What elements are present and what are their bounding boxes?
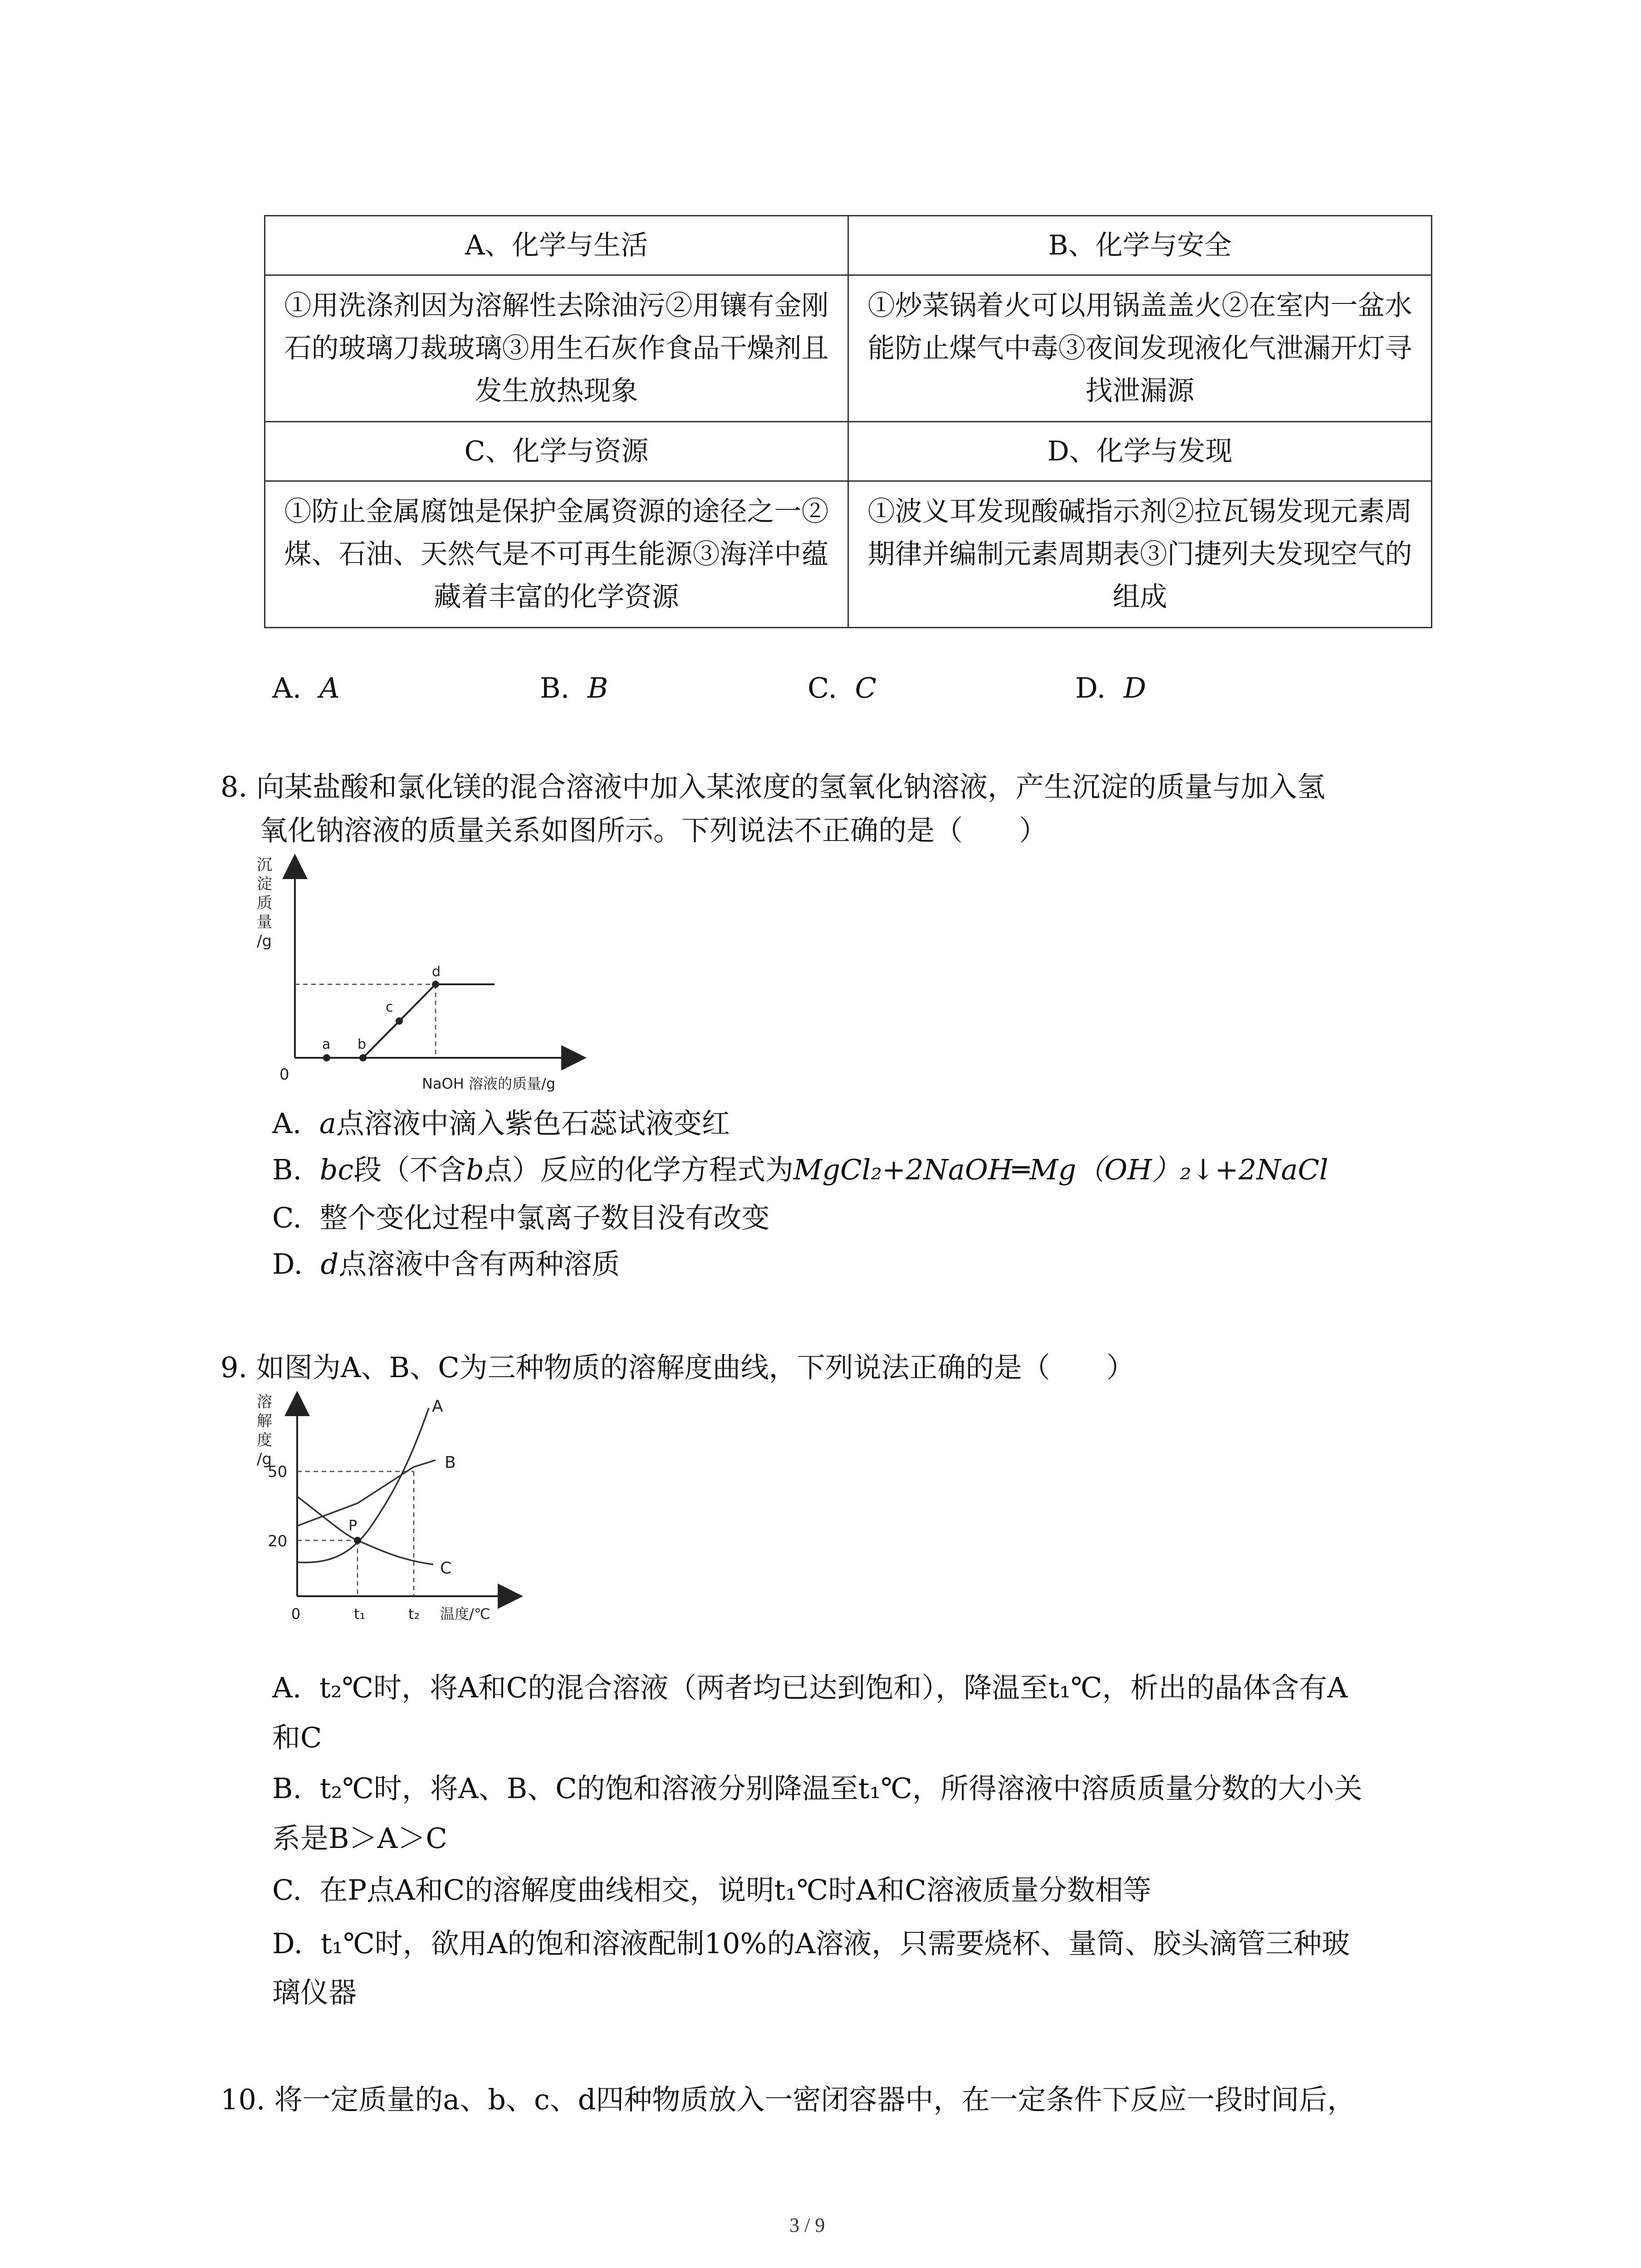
y-axis-label: 溶 (257, 1393, 272, 1411)
chemical-equation: MgCl₂+2NaOH═Mg（OH）₂↓+2NaCl (793, 1153, 1328, 1186)
question-10-stem (220, 2077, 1355, 2122)
option-label: B. (540, 671, 570, 704)
y-axis-label: /g (257, 1450, 272, 1468)
question-8-stem (220, 765, 1325, 809)
table-cell: ①炒菜锅着火可以用锅盖盖火②在室内一盆水能防止煤气中毒③夜间发现液化气泄漏开灯寻找泄漏源 (848, 275, 1432, 422)
question-9-stem (220, 1345, 1135, 1390)
option-text: 点）反应的化学方程式为 (484, 1153, 794, 1186)
comparison-table (264, 215, 1432, 628)
option-text: 系是B＞A＞C (272, 1822, 447, 1855)
option-d (1075, 666, 1146, 710)
option-text: t₂℃时，将A和C的混合溶液（两者均已达到饱和），降温至t₁℃，析出的晶体含有A (319, 1671, 1348, 1704)
option-label: D. (1075, 671, 1106, 704)
solubility-graph (254, 1390, 535, 1644)
curve-c (297, 1496, 433, 1564)
option-d (272, 1242, 620, 1286)
point-label: d (432, 964, 441, 980)
option-text: t₂℃时，将A、B、C的饱和溶液分别降温至t₁℃，所得溶液中溶质质量分数的大小关 (319, 1772, 1362, 1805)
x-tick-label: 0 (291, 1605, 301, 1623)
option-text: 整个变化过程中氯离子数目没有改变 (319, 1201, 770, 1234)
option-value: C (855, 671, 877, 704)
table-cell: A、化学与生活 (265, 216, 848, 275)
option-label: A. (272, 1107, 302, 1140)
option-text: 点溶液中含有两种溶质 (338, 1247, 620, 1281)
table-row (265, 481, 1432, 628)
curve-label: B (445, 1453, 456, 1472)
y-axis-label: 淀 (257, 875, 272, 893)
stem-text: 如图为A、B、C为三种物质的溶解度曲线，下列说法正确的是（ ） (256, 1351, 1135, 1384)
option-a-line2 (272, 1716, 322, 1760)
table-cell: B、化学与安全 (848, 216, 1432, 275)
option-label: C. (272, 1201, 302, 1234)
option-label: A. (272, 1671, 302, 1704)
option-d-line2 (272, 1970, 357, 2015)
point-label: b (358, 1036, 367, 1052)
option-b (272, 1766, 1362, 1811)
option-value: D (1123, 671, 1146, 704)
y-tick-label: 20 (268, 1532, 288, 1550)
precipitate-graph (254, 853, 599, 1107)
option-c (808, 666, 877, 710)
x-axis-label: 温度/℃ (440, 1605, 490, 1623)
variable: bc (319, 1153, 354, 1186)
y-axis-label: 量 (257, 913, 272, 931)
point-label: a (322, 1036, 331, 1052)
table-row (265, 275, 1432, 422)
point-a (323, 1054, 330, 1061)
variable: a (319, 1107, 336, 1140)
table-cell: ①波义耳发现酸碱指示剂②拉瓦锡发现元素周期律并编制元素周期表③门捷列夫发现空气的组成 (848, 481, 1432, 628)
y-axis-label: 沉 (257, 856, 272, 874)
question-8-stem-line2 (260, 808, 1047, 853)
question-number: 8. (220, 770, 248, 803)
option-label: B. (272, 1772, 302, 1805)
y-tick-label: 50 (268, 1463, 288, 1481)
page-number: 3 / 9 (789, 2214, 825, 2236)
stem-text: 向某盐酸和氯化镁的混合溶液中加入某浓度的氢氧化钠溶液，产生沉淀的质量与加入氢 (256, 770, 1325, 803)
option-value: B (587, 671, 608, 704)
stem-text: 将一定质量的a、b、c、d四种物质放入一密闭容器中，在一定条件下反应一段时间后， (274, 2083, 1356, 2116)
point-c (396, 1017, 403, 1025)
option-label: C. (808, 671, 837, 704)
x-tick-label: t₂ (408, 1605, 420, 1623)
table-cell: ①防止金属腐蚀是保护金属资源的途径之一②煤、石油、天然气是不可再生能源③海洋中蕴藏着丰富的化学资源 (265, 481, 848, 628)
point-label: c (386, 999, 393, 1015)
point-b (359, 1054, 367, 1061)
option-text: 段（不含 (353, 1153, 466, 1186)
question-number: 9. (220, 1351, 248, 1384)
origin-label: 0 (279, 1066, 289, 1084)
table-row (265, 422, 1432, 481)
table-cell: D、化学与发现 (848, 422, 1432, 481)
option-label: D. (272, 1927, 303, 1960)
y-axis-label: 度 (257, 1431, 272, 1449)
option-b (540, 666, 608, 710)
question-number: 10. (220, 2083, 265, 2116)
x-tick-label: t₁ (354, 1605, 366, 1623)
intersection-point-p (354, 1537, 361, 1544)
point-label: P (348, 1517, 358, 1534)
option-b-line2 (272, 1816, 447, 1861)
option-label: C. (272, 1873, 302, 1906)
option-value: A (319, 671, 340, 704)
y-axis-label: /g (257, 932, 272, 950)
curve-b (297, 1460, 436, 1526)
option-label: B. (272, 1153, 302, 1186)
variable: d (320, 1247, 339, 1281)
option-label: D. (272, 1247, 303, 1281)
table-cell: C、化学与资源 (265, 422, 848, 481)
option-text: 璃仪器 (272, 1976, 357, 2009)
table-row (265, 216, 1432, 275)
precipitate-curve (327, 984, 495, 1058)
curve-label: C (440, 1559, 452, 1578)
x-axis-label: NaOH 溶液的质量/g (422, 1075, 556, 1092)
option-a (272, 1101, 730, 1146)
option-a (272, 666, 340, 710)
option-text: t₁℃时，欲用A的饱和溶液配制10%的A溶液，只需要烧杯、量筒、胶头滴管三种玻 (320, 1927, 1350, 1960)
curve-a (297, 1408, 429, 1563)
option-b (272, 1148, 1328, 1192)
y-axis-label: 质 (257, 894, 272, 912)
stem-text: 氧化钠溶液的质量关系如图所示。下列说法不正确的是（ ） (260, 814, 1048, 847)
table-cell: ①用洗涤剂因为溶解性去除油污②用镶有金刚石的玻璃刀裁玻璃③用生石灰作食品干燥剂且发生放热现象 (265, 275, 848, 422)
option-c (272, 1868, 1151, 1912)
option-c (272, 1196, 769, 1240)
option-d (272, 1921, 1350, 1966)
option-text: 和C (272, 1721, 322, 1754)
option-text: 点溶液中滴入紫色石蕊试液变红 (336, 1107, 730, 1140)
curve-label: A (432, 1397, 443, 1416)
y-axis-label: 解 (257, 1412, 272, 1430)
option-label: A. (272, 671, 302, 704)
point-d (432, 981, 439, 988)
option-text: 在P点A和C的溶解度曲线相交，说明t₁℃时A和C溶液质量分数相等 (319, 1873, 1151, 1906)
option-a (272, 1666, 1347, 1710)
variable: b (466, 1153, 484, 1186)
